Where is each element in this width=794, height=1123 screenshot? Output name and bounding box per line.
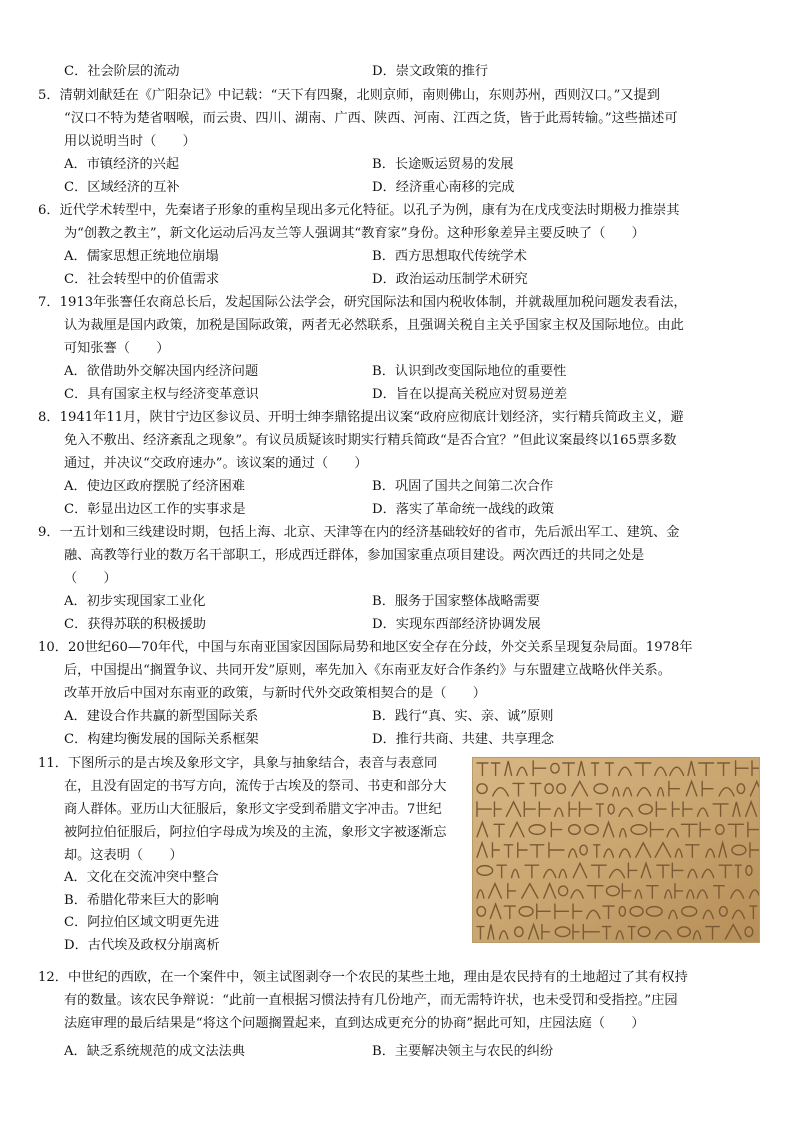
question-stem-line: 有的数量。该农民争辩说：“此前一直根据习惯法持有几份地产，而无需特许状，也未受罚和受指控。”庄园 [64,993,678,1008]
option-c: C．构建均衡发展的国际关系框架 [64,732,259,747]
question-stem-line: 免入不敷出、经济紊乱之现象”。有议员质疑该时期实行精兵简政“是否合宜？”但此议案最终以165票多数 [64,433,677,448]
option-d: D．旨在以提高关税应对贸易逆差 [372,387,568,402]
question-stem-line: 7．1913年张謇任农商总长后，发起国际公法学会，研究国际法和国内税收体制，并就裁厘加税问题发表看法， [38,291,758,314]
question-7 [38,291,758,406]
question-number: 9． [38,525,60,540]
option-a: A．儒家思想正统地位崩塌 [64,249,219,264]
option-c: C．社会阶层的流动 [64,64,180,79]
option-b: B．长途贩运贸易的发展 [372,157,514,172]
question-stem-line: 11．下图所示的是古埃及象形文字，具象与抽象结合，表音与表意同 [38,752,468,775]
option-b: B．服务于国家整体战略需要 [372,594,540,609]
question-stem-line: 商人群体。亚历山大征服后，象形文字受到希腊文字冲击。7世纪 [64,802,442,817]
option-a: A．缺乏系统规范的成文法法典 [64,1044,245,1059]
question-number: 7． [38,295,60,310]
question-stem-line: （ ） [64,571,117,586]
question-4-tail [38,60,758,83]
option-d: D．落实了革命统一战线的政策 [372,502,555,517]
question-stem-line: 9．一五计划和三线建设时期，包括上海、北京、天津等在内的经济基础较好的省市，先后派出军工、建筑、金 [38,521,758,544]
question-10 [38,636,758,751]
question-stem-line: “汉口不特为楚省咽喉，而云贵、四川、湖南、广西、陕西、河南、江西之货，皆于此焉转输。”这些描述可 [64,111,678,126]
option-c: C．社会转型中的价值需求 [64,272,220,287]
option-b: B．践行“真、实、亲、诚”原则 [372,709,554,724]
question-stem-line: 法庭审理的最后结果是“将这个问题搁置起来，直到达成更充分的协商”据此可知，庄园法庭（ ） [64,1016,645,1031]
question-stem-line: 12．中世纪的西欧，在一个案件中，领主试图剥夺一个农民的某些土地，理由是农民持有的土地超过了其有权持 [38,966,758,989]
option-d: D．实现东西部经济协调发展 [372,617,541,632]
question-stem-line: 融、高教等行业的数万名干部职工，形成西迁群体，参加国家重点项目建设。两次西迁的共同之处是 [64,548,645,563]
option-b: B．巩固了国共之间第二次合作 [372,479,554,494]
question-stem-line: 5．清朝刘献廷在《广阳杂记》中记载：“天下有四聚，北则京师，南则佛山，东则苏州，西则汉口。”又提到 [38,84,758,107]
option-d: D．崇文政策的推行 [372,64,489,79]
options-row [38,60,758,83]
option-c: C．彰显出边区工作的实事求是 [64,502,246,517]
question-stem-line: 被阿拉伯征服后，阿拉伯字母成为埃及的主流，象形文字被逐渐忘 [64,825,447,840]
option-c: C．阿拉伯区域文明更先进 [64,915,220,930]
option-d: D．经济重心南移的完成 [372,180,515,195]
question-number: 8． [38,410,60,425]
option-a: A．初步实现国家工业化 [64,594,206,609]
question-stem-line: 为“创教之教主”，新文化运动后冯友兰等人强调其“教育家”身份。这种形象差异主要反映了（ ） [64,226,645,241]
option-b: B．主要解决领主与农民的纠纷 [372,1044,554,1059]
question-number: 6． [38,203,60,218]
question-number: 10． [38,640,68,655]
hieroglyph-stone-image [472,757,760,943]
question-6 [38,199,758,291]
question-number: 5． [38,88,60,103]
option-b: B．认识到改变国际地位的重要性 [372,364,567,379]
question-number: 12． [38,970,68,985]
question-number: 11． [38,756,68,771]
question-stem-line: 6．近代学术转型中，先秦诸子形象的重构呈现出多元化特征。以孔子为例，康有为在戊戌变法时期极力推崇其 [38,199,758,222]
option-b: B．西方思想取代传统学术 [372,249,527,264]
option-a: A．市镇经济的兴起 [64,157,180,172]
question-stem-line: 可知张謇（ ） [64,341,170,356]
question-stem-line: 10．20世纪60—70年代，中国与东南亚国家因国际局势和地区安全存在分歧，外交关系呈现复杂局面。1978年 [38,636,758,659]
question-stem-line: 8．1941年11月，陕甘宁边区参议员、开明士绅李鼎铭提出议案“政府应彻底计划经济，实行精兵简政主义，避 [38,406,758,429]
option-c: C．获得苏联的积极援助 [64,617,206,632]
option-d: D．古代埃及政权分崩离析 [64,937,220,953]
question-stem-line: 后，中国提出“搁置争议、共同开发”原则，率先加入《东南亚友好合作条约》与东盟建立战略伙伴关系。 [64,663,671,678]
question-stem-line: 用以说明当时（ ） [64,134,196,149]
question-stem-line: 却。这表明（ ） [64,848,183,863]
question-stem-line: 在，且没有固定的书写方向，流传于古埃及的祭司、书吏和部分大 [64,779,447,794]
option-d: D．政治运动压制学术研究 [372,272,528,287]
option-a: A．欲借助外交解决国内经济问题 [64,364,259,379]
question-5 [38,84,758,199]
option-d: D．推行共商、共建、共享理念 [372,732,555,747]
question-8 [38,406,758,521]
option-b: B．希腊化带来巨大的影响 [64,892,219,908]
question-stem-line: 改革开放后中国对东南亚的政策，与新时代外交政策相契合的是（ ） [64,686,486,701]
question-12 [38,966,758,1063]
option-a: A．建设合作共赢的新型国际关系 [64,709,259,724]
option-c: C．区域经济的互补 [64,180,180,195]
question-stem-line: 认为裁厘是国内政策，加税是国际政策，两者无必然联系，且强调关税自主关乎国家主权及国际地位。由此 [64,318,684,333]
option-c: C．具有国家主权与经济变革意识 [64,387,259,402]
option-a: A．文化在交流冲突中整合 [64,870,219,885]
question-stem-line: 通过，并决议“交政府速办”。该议案的通过（ ） [64,456,368,471]
option-a: A．使边区政府摆脱了经济困难 [64,479,245,494]
question-9 [38,521,758,636]
